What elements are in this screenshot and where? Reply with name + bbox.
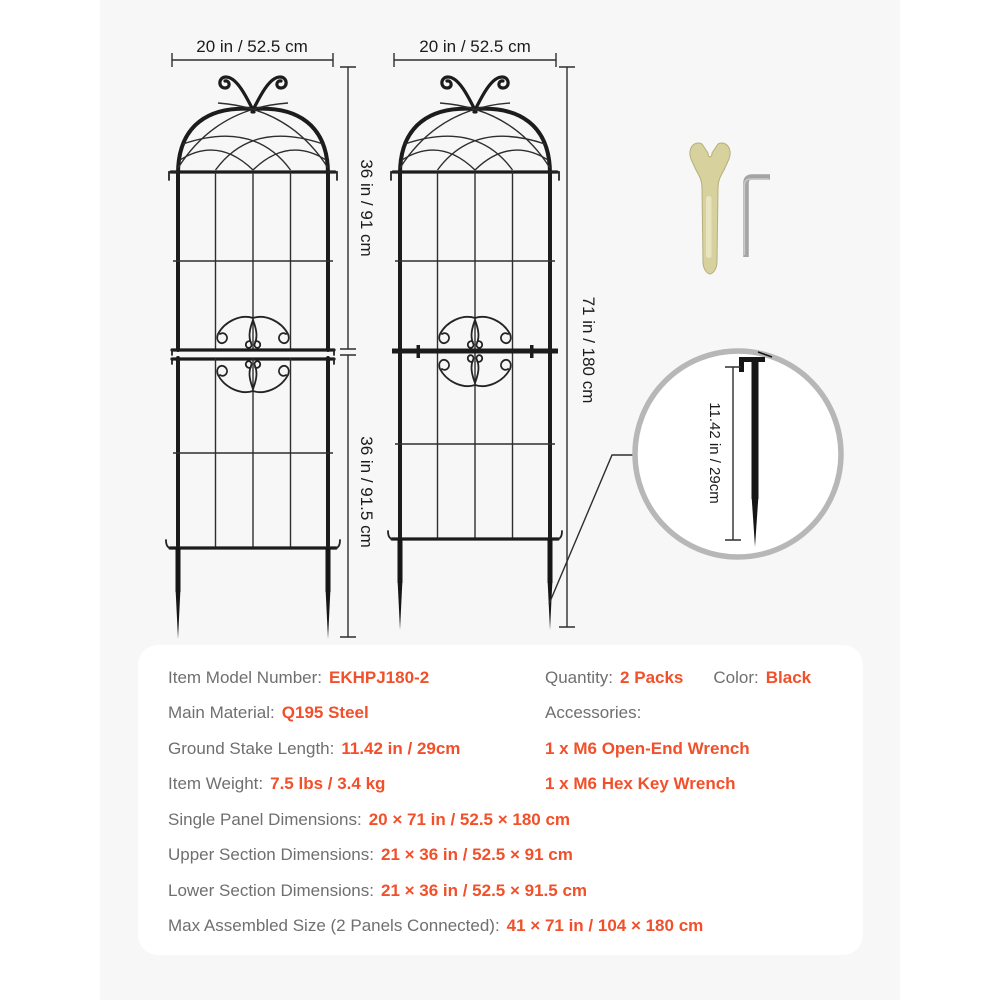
trellis-panel-right [388, 77, 562, 630]
spec-value: 1 x M6 Hex Key Wrench [545, 774, 736, 794]
spec-label: Ground Stake Length: [168, 738, 335, 758]
spec-value: Black [765, 667, 812, 687]
spec-hex-key-accessory [545, 767, 863, 803]
spec-weight [168, 767, 545, 803]
spec-value: 41 × 71 in / 104 × 180 cm [506, 916, 704, 936]
spec-stake-length [168, 731, 545, 767]
spec-value: 2 Packs [620, 667, 684, 687]
spec-wrench-accessory [545, 731, 863, 767]
spec-max-assembled [168, 909, 863, 945]
joint-bolt [417, 345, 421, 358]
total-height-label: 71 in / 180 cm [579, 296, 598, 404]
spec-panel [138, 645, 863, 955]
width-dimension-right-label: 20 in / 52.5 cm [419, 37, 531, 56]
spec-value: EKHPJ180-2 [329, 667, 430, 687]
spec-accessories [545, 696, 863, 732]
trellis-panel-left [166, 77, 340, 639]
spec-label: Max Assembled Size (2 Panels Connected): [168, 916, 500, 936]
spec-label: Quantity: [545, 667, 614, 687]
spec-label: Upper Section Dimensions: [168, 845, 374, 865]
width-dimension-right [394, 37, 556, 67]
spec-model-number [168, 660, 545, 696]
spec-quantity-color [545, 660, 863, 696]
spec-value: 21 × 36 in / 52.5 × 91.5 cm [380, 880, 588, 900]
spec-material [168, 696, 545, 732]
stake-detail-circle [635, 351, 841, 557]
spec-label: Lower Section Dimensions: [168, 880, 374, 900]
open-end-wrench-icon [690, 143, 730, 274]
spec-label: Single Panel Dimensions: [168, 809, 362, 829]
section-height-dimensions [340, 67, 376, 637]
width-dimension-left [172, 37, 333, 67]
spec-value: 1 x M6 Open-End Wrench [545, 738, 750, 758]
spec-label: Color: [713, 667, 759, 687]
spec-value: 20 × 71 in / 52.5 × 180 cm [368, 809, 571, 829]
spec-value: Q195 Steel [281, 703, 369, 723]
hex-key-icon [745, 177, 771, 257]
joint-bolt [530, 345, 534, 358]
leader-line [549, 455, 636, 604]
spec-label: Item Model Number: [168, 667, 322, 687]
total-height-dimension [559, 67, 598, 627]
spec-label: Main Material: [168, 703, 275, 723]
spec-value: 7.5 lbs / 3.4 kg [270, 774, 386, 794]
width-dimension-left-label: 20 in / 52.5 cm [196, 37, 308, 56]
spec-upper-section [168, 838, 863, 874]
stake-length-label: 11.42 in / 29cm [706, 402, 723, 504]
spec-lower-section [168, 873, 863, 909]
lower-section-height-label: 36 in / 91.5 cm [357, 436, 376, 548]
spec-single-panel [168, 802, 863, 838]
spec-label: Accessories: [545, 703, 642, 723]
spec-value: 11.42 in / 29cm [341, 738, 461, 758]
upper-section-height-label: 36 in / 91 cm [357, 159, 376, 257]
spec-value: 21 × 36 in / 52.5 × 91 cm [380, 845, 573, 865]
spec-label: Item Weight: [168, 774, 264, 794]
